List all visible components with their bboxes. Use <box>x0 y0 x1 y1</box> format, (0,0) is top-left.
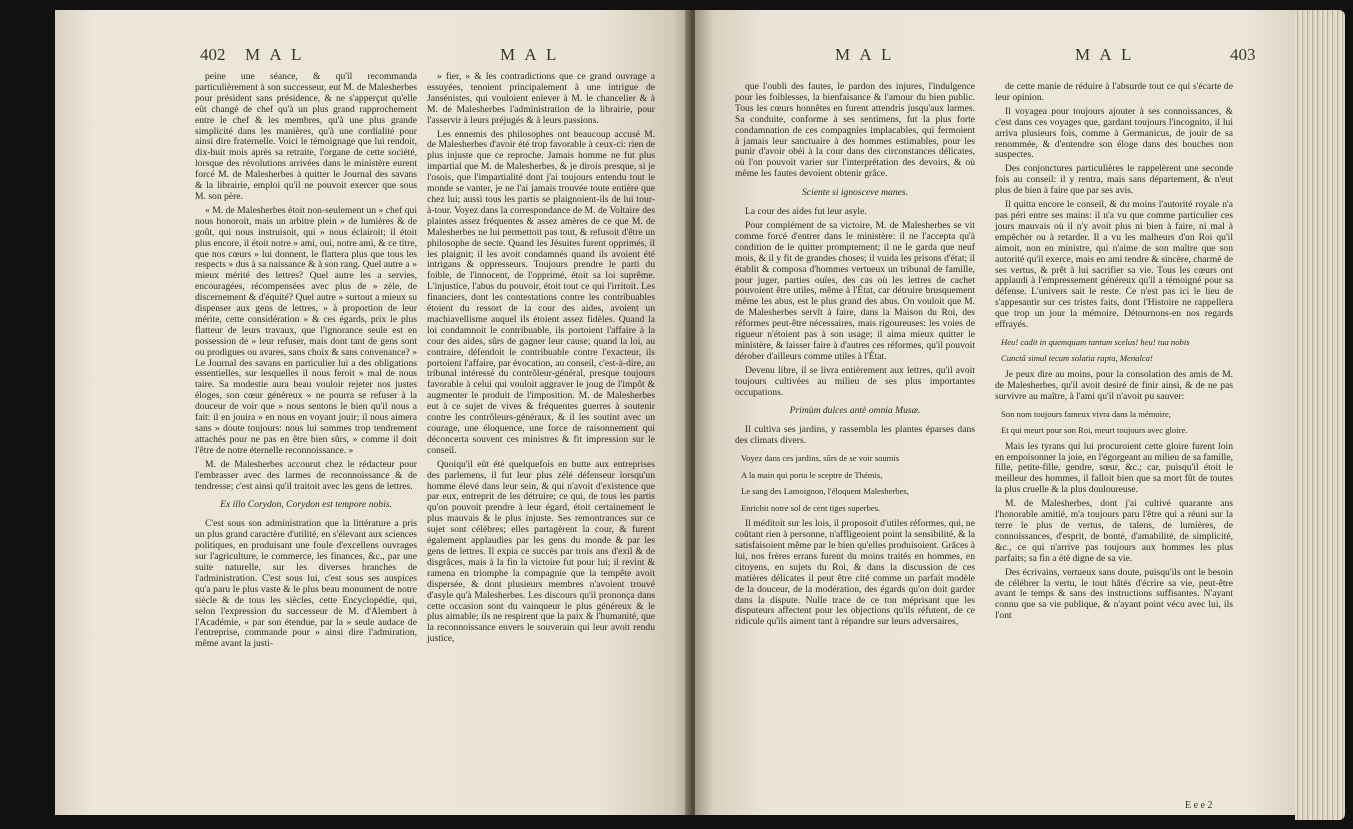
running-header: M A L <box>835 45 895 64</box>
paragraph: Devenu libre, il se livra entièrement aux lettres, qu'il avoit toujours cultivées au milieu de ses plus importantes occupations. <box>735 364 975 398</box>
paragraph: Des écrivains, vertueux sans doute, puisqu'ils ont le besoin de célébrer la vertu, le tout hâtés d'écrire sa vie, peut-être avant le temps & sans des instructions suffisantes. N'ayant connu que sa vie publique, & n'ayant point vécu avec lui, ils l'ont <box>995 566 1233 622</box>
latin-verse-line: Heu! cadit in quemquam tantum scelus! heu! tua nobis <box>1001 336 1190 347</box>
paragraph: C'est sous son administration que la littérature a pris un plus grand caractère d'utilité, en s'élevant aux sciences politiques, en produisant une foule d'excellens ouvrages sur l'agriculture, le commerce, les finances, &c., par une suite naturelle, sur les diverses branches de l'administration. C'est sous lui, c'est sous ses auspices qu'a paru le plus vaste & le plus beau monument de notre siècle & de tous les siècles, cette Encyclopédie, qui, selon l'expression du successeur de M. d'Alembert à l'Académie, « par son étendue, par la » seule audace de l'entreprise, commande pour » ainsi dire l'admiration, même avant la justi- <box>195 518 417 650</box>
verse-line: Et qui meurt pour son Roi, meurt toujours avec gloire. <box>1001 425 1188 436</box>
paragraph: Je peux dire au moins, pour la consolation des amis de M. de Malesherbes, qu'il avoit desiré de finir ainsi, & de ne pas survivre au maître, à l'ami qu'il n'avoit pu sauver: <box>995 368 1233 402</box>
paragraph: Mais les tyrans qui lui procuroient cette gloire furent loin en empoisonner la joie, en l'égorgeant au milieu de sa famille, fille, petite-fille, gendre, sœur, &c.; car, puisqu'il étoit le meilleur des hommes, il falloit bien que sa mort fût de toutes la plus cruelle & la plus douloureuse. <box>995 440 1233 496</box>
paragraph: Il quitta encore le conseil, & du moins l'autorité royale n'a pas péri entre ses mains: il n'a vu que comme particulier ces jours mauvais où il n'y avoit plus ni bien à faire, ni mal à empêcher ou à retarder. Il a vu les malheurs d'un Roi qu'il aimoit, non en ministre, qui n'aime de son maître que son autorité qu'il exerce, mais en ami tendre & sincère, charmé de ses vertus, & prêt à lui sacrifier sa vie. Tous les cœurs ont applaudi à l'empressement généreux qu'il a témoigné pour sa défense. L'univers sait le reste. Ce n'est pas ici le lieu de s'appesantir sur ces tristes faits, dont l'Histoire ne rappellera que trop un jour la mémoire. Détournons-en nos regards effrayés. <box>995 199 1233 331</box>
paragraph: M. de Malesherbes accourut chez le rédacteur pour l'embrasser avec des larmes de reconnoissance & de tendresse; c'est ainsi qu'il traitoit avec les gens de lettres. <box>195 458 417 492</box>
running-header: M A L <box>245 45 305 64</box>
verse-line: A la main qui porta le sceptre de Thémis, <box>741 469 883 480</box>
verse-line: Voyez dans ces jardins, sûrs de se voir soumis <box>741 453 900 464</box>
paragraph: Pour complément de sa victoire, M. de Malesherbes se vit comme forcé d'entrer dans le ministère: il ne l'accepta qu'à condition de le quitter promptement; il ne le garda que neuf mois, & il y fit de grandes choses; il vuida les prisons d'état; il établit & composa d'hommes vertueux un tribunal de famille, pour juger, parties ouïes, des cas où les lettres de cachet pouvoient être utiles, même à l'État, car détruire brusquement même les abus, est le plus grand des abus. On vouloit que M. de Malesherbes servît à faire, dans la Maison du Roi, des réformes peut-être nécessaires, mais rigoureuses: les voies de rigueur n'étoient pas à son usage; il aima mieux quitter le ministère, & laisser faire à d'autres ces réformes, qu'il pouvoit dérober d'ailleurs comme utiles à l'État. <box>735 219 975 362</box>
right-page <box>695 10 1295 815</box>
text-column <box>427 72 655 807</box>
running-header: M A L <box>500 45 560 64</box>
paragraph: de cette manie de réduire à l'absurde tout ce qui s'écarte de leur opinion. <box>995 81 1233 103</box>
latin-verse-line: Cunctâ simul tecum solatia rapta, Menalca! <box>1001 353 1153 364</box>
latin-motto: Ex illo Corydon, Corydon est tempore nobis. <box>220 499 392 511</box>
page-number: 402 <box>200 45 226 64</box>
latin-motto: Sciente si ignosceve manes. <box>801 187 909 199</box>
text-column <box>735 82 975 807</box>
verse-line: Son nom toujours fameux vivra dans la mémoire, <box>1001 408 1171 419</box>
running-header: M A L <box>1075 45 1135 64</box>
signature-mark: E e e 2 <box>1185 800 1213 811</box>
open-book <box>55 10 1345 825</box>
paragraph: « M. de Malesherbes étoit non-seulement un » chef qui nous honoroit, mais un arbitre plein » de lumières & de goût, qui nous instruisoit, qui » nous éclairoit; il étoit plus encore, il étoit notre » ami, oui, notre ami, & ce titre, que nos cœurs » lui donnent, le flattera plus que tous les respects » dus à sa naissance & à son rang. Quel autre a » mieux mérité des lettres? Quel autre les a servies, encouragées, récompensées avec plus de » zèle, de discernement & d'équité? Quel autre » surtout a mieux su dispenser aux gens de lettres, » à proportion de leur mérite, cette considération » & ces égards, prix le plus flatteur de leurs travaux, que l'ignorance seule est en possession de » leur refuser, mais dont tant de gens sont ou prodigues ou avares, sans choix & sans convenance? » Le Journal des savans en particulier lui a des obligations essentielles, sur lesquelles il nous feroit » mal de nous taire. Sa modestie aura beau vouloir rejeter nos justes éloges, son cœur généreux » ne pourra se refuser à la douceur de voir que » nous sentons le bien qu'il nous a fait: il en jouira » en nous en voyant jouir; il nous aimera sans » doute toujours: nous lui sommes trop tendrement attachés pour ne pas en être bien sûrs, » comme il doit l'être de notre éternelle reconnoissance. » <box>195 204 417 456</box>
text-column <box>995 82 1233 802</box>
page-edges <box>1295 10 1345 820</box>
paragraph: Il méditoit sur les lois, il proposoit d'utiles réformes, qui, ne coûtant rien à personne, n'affligeoient point la sensibilité, & la satisfaisoient même par le bien qu'elles produisoient. Grâces à lui, nos frères errans furent du moins traités en hommes, en citoyens, en sujets du Roi, & dans la discussion de ces matières délicates il peut être cité comme un parfait modèle de la douceur, de la modération, des égards qu'on doit garder dans la dispute. Nulle trace de ce ton méprisant que les disputeurs affectent pour les objections qu'ils réfutent, de ce ridicule qu'ils aiment tant à répandre sur leurs adversaires, <box>735 518 975 628</box>
paragraph: Quoiqu'il eût été quelquefois en butte aux entreprises des parlemens, il fut leur plus zélé défenseur lorsqu'un homme élevé dans leur sein, & qui n'avoit d'existence que par eux, entreprit de les détruire; ce qui, de tous les partis qu'on pouvoit prendre à leur égard, étoit certainement le plus mauvais & le plus injuste. Ses remontrances sur ce sujet sont célèbres; elles partagèrent la cour, & furent également applaudies par les gens du monde & par les gens de lettres. Il expia ce succès par trois ans d'exil & de disgrâces, mais à la fin la victoire fut pour lui; il revint & ramena en triomphe la compagnie que la tempête avoit dispersée, & dont plusieurs membres n'avoient trouvé d'asyle qu'à Malesherbes. Les discours qu'il prononça dans cette occasion sont du vainqueur le plus généreux & le plus aimable; ils ne respirent que la paix & l'humanité, que la reconnoissance envers le souverain qui leur avoit rendu justice, <box>427 458 655 645</box>
paragraph: Il voyagea pour toujours ajouter à ses connoissances, & c'est dans ces voyages que, gardant toujours l'incognito, il lui arriva plusieurs fois, comme à Germanicus, de jouir de sa renommée, & d'entendre son éloge dans des bouches non suspectes. <box>995 105 1233 161</box>
paragraph: » fier, » & les contradictions que ce grand ouvrage a essuyées, tenoient principalement à une intrigue de Jansénistes, qui vouloient enlever à M. le chancelier & à M. de Malesherbes l'administration de la librairie, pour l'asservir à leurs préjugés & à leurs passions. <box>427 71 655 126</box>
left-page <box>55 10 692 815</box>
paragraph: que l'oubli des fautes, le pardon des injures, l'indulgence pour les foiblesses, la bienfaisance & l'amour du bien public. Tous les cœurs honnêtes en furent attendris jusqu'aux larmes. Sa conduite, conforme à ses sentimens, fut la plus forte condamnation de ces compagnies implacables, qui fermoient à jamais leur sanctuaire à des hommes estimables, pour les punir d'avoir obéi à la cour dans des circonstances délicates, où l'on pouvoit varier sur l'interprétation des devoirs, & où même les fautes devoient obtenir grâce. <box>735 81 975 180</box>
paragraph: Les ennemis des philosophes ont beaucoup accusé M. de Malesherbes d'avoir été trop favorable à ceux-ci: rien de plus injuste que ce reproche. Jamais homme ne fut plus impartial que M. de Malesherbes, & je dirois presque, si je l'osois, que l'impartialité dont j'ai toujours entendu tout le monde se vanter, je ne l'ai jamais trouvée toute entière que chez lui; aussi tous les partis se plaignoient-ils de lui tour-à-tour. Voyez dans la correspondance de M. de Voltaire des plaintes assez fréquentes & assez amères de ce que M. de Malesherbes ne lui permettoit pas tout, & refusoit d'être un philosophe de secte. Quand les Jésuites furent opprimés, il les plaignit; il les avoit condamnés quand ils avoient été intrigans & oppresseurs. Toujours prendre le parti du foible, de l'innocent, de l'opprimé, étoit sa loi suprême. L'injustice, l'abus du pouvoir, étoit tout ce qui l'irritoit. Les financiers, dont les contestations contre les contribuables étoient du ressort de la cour des aides, avoient un machiavellisme auquel ils étoient assez fidèles. Quand la loi condamnoit le contribuable, ils portoient l'affaire à la cour des aides, sûrs de gagner leur cause; quand la loi, au contraire, défendoit le contribuable contre l'exacteur, ils portoient l'affaire, par évocation, au conseil, c'est-à-dire, au tribunal intéressé du contrôleur-général, presque toujours favorable à celui qui vouloit aggraver le joug de l'impôt & augmenter le produit de l'imposition. M. de Malesherbes eut à ce sujet de vives & fréquentes guerres à soutenir contre les contrôleurs-généraux, & il les soutint avec un courage, une éloquence, une force de raisonnement qui déconcerta souvent ces ministres & fit impression sur le conseil. <box>427 128 655 456</box>
verse-line: Le sang des Lamoignon, l'éloquent Malesherbes, <box>741 486 909 497</box>
paragraph: M. de Malesherbes, dont j'ai cultivé quarante ans l'honorable amitié, m'a toujours paru l'être qui a réuni sur la terre le plus de vertus, de talens, de lumières, de connoissances, d'esprit, de bonté, d'amabilité, de simplicité, &c., ce qui n'arrive pas toujours aux hommes les plus parfaits; sa fin a été digne de sa vie. <box>995 498 1233 564</box>
latin-motto: Primùm dulces antè omnia Musæ. <box>789 405 921 417</box>
paragraph: La cour des aides fut leur asyle. <box>745 206 867 218</box>
text-column <box>195 72 417 807</box>
paragraph: peine une séance, & qu'il recommanda particulièrement à son successeur, eut M. de Malesherbes pour président sans présidence, & ne s'apperçut qu'elle eût changé de chef qu'à un plus grand rapprochement entre le chef & les membres, qu'à une plus grande simplicité dans les manières, qu'à une cordialité pour ainsi dire fraternelle. Voici le témoignage que lui rendoit, dix-huit mois après sa retraite, l'organe de cette société, lorsque des révolutions arrivées dans le ministère eurent forcé M. de Malesherbes à quitter le Journal des savans & la librairie, emploi qu'il ne pouvoit exercer que sous M. son père. <box>195 71 417 202</box>
verse-line: Enrichit notre sol de cent tiges superbes. <box>741 502 881 513</box>
paragraph: Des conjonctures particulières le rappelèrent une seconde fois au conseil: il y rentra, mais sans département, & n'eut plus de bien à faire que par ses avis. <box>995 163 1233 197</box>
paragraph: Il cultiva ses jardins, y rassembla les plantes éparses dans des climats divers. <box>735 424 975 447</box>
page-number: 403 <box>1230 45 1256 64</box>
